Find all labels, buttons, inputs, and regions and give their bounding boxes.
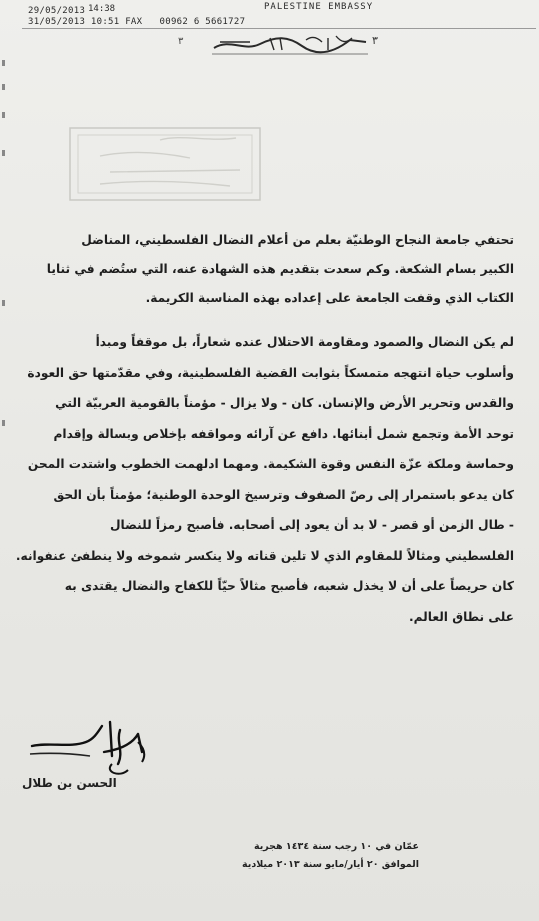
fax-date-1: 29/05/2013 [28,6,86,16]
gregorian-date: الموافق ٢٠ أيار/مايو سنة ٢٠١٣ ميلادية [241,859,419,870]
paragraph-tribute [15,327,514,632]
text-line: والقدس وتحرير الأرض والإنسان. كان - ولا يزال - مؤمناً بالقومية العربيّة التي [55,396,514,410]
fax-time: 14:38 [88,4,116,14]
text-line: تحتفي جامعة النجاح الوطنيّة بعلم من أعلام النضال الفلسطيني، المناضل [81,233,514,247]
fax-date-2: 31/05/2013 10:51 FAX [28,17,143,27]
faded-stamp [40,108,290,218]
signatory-name: الحسن بن طلال [22,776,117,790]
page-number: ٣ [178,36,184,47]
margin-mark [2,112,5,118]
fax-sender: PALESTINE EMBASSY [264,2,374,12]
margin-mark [2,420,5,426]
text-line: - طال الزمن أو قصر - لا بد أن يعود إلى أصحابه. فأصبح رمزاً للنضال [109,518,514,532]
text-line: الفلسطيني ومثالاً للمقاوم الذي لا تلين قناته ولا ينكسر شموخه ولا ينطفئ عنفوانه. [15,548,514,563]
text-line: توحد الأمة وتجمع شمل أبنائها. دافع عن آرائه ومواقفه بإخلاص وبسالة وإقدام [53,426,514,441]
text-line: لم يكن النضال والصمود ومقاومة الاحتلال عنده شعاراً، بل موقفاً ومبدأ [95,335,514,349]
fax-header-dates [28,6,245,28]
text-line: كان حريصاً على أن لا يخذل شعبه، فأصبح مثالاً حيّاً للكفاح والنضال يقتدى به [64,579,514,593]
letterhead-number: ٣ [372,34,378,47]
text-line: على نطاق العالم. [408,609,514,624]
text-line: وأسلوب حياة انتهجه متمسكاً بثوابت القضية الفلسطينية، وفي مقدّمتها حق العودة [27,365,514,380]
fax-number: 00962 6 5661727 [159,17,246,27]
margin-mark [2,300,5,306]
letter-body [15,226,514,632]
date-footer [199,838,419,874]
hijri-date: عمّان في ١٠ رجب سنة ١٤٣٤ هجرية [253,841,419,852]
text-line: الكتاب الذي وقفت الجامعة على إعداده بهذه المناسبة الكريمة. [145,291,514,305]
letterhead-logo [210,30,370,58]
paragraph-intro [40,226,514,313]
margin-mark [2,150,5,156]
margin-mark [2,84,5,90]
text-line: وحماسة وملكة عزّة النفس وقوة الشكيمة. ومهما ادلهمت الخطوب واشتدت المحن [27,457,514,471]
margin-mark [2,60,5,66]
text-line: كان يدعو باستمرار إلى رصّ الصفوف وترسيخ الوحدة الوطنية؛ مؤمناً بأن الحق [53,487,514,502]
text-line: الكبير بسام الشكعة. وكم سعدت بتقديم هذه الشهادة عنه، التي ستُضم في ثنايا [46,262,514,276]
fax-header-divider [22,28,536,29]
